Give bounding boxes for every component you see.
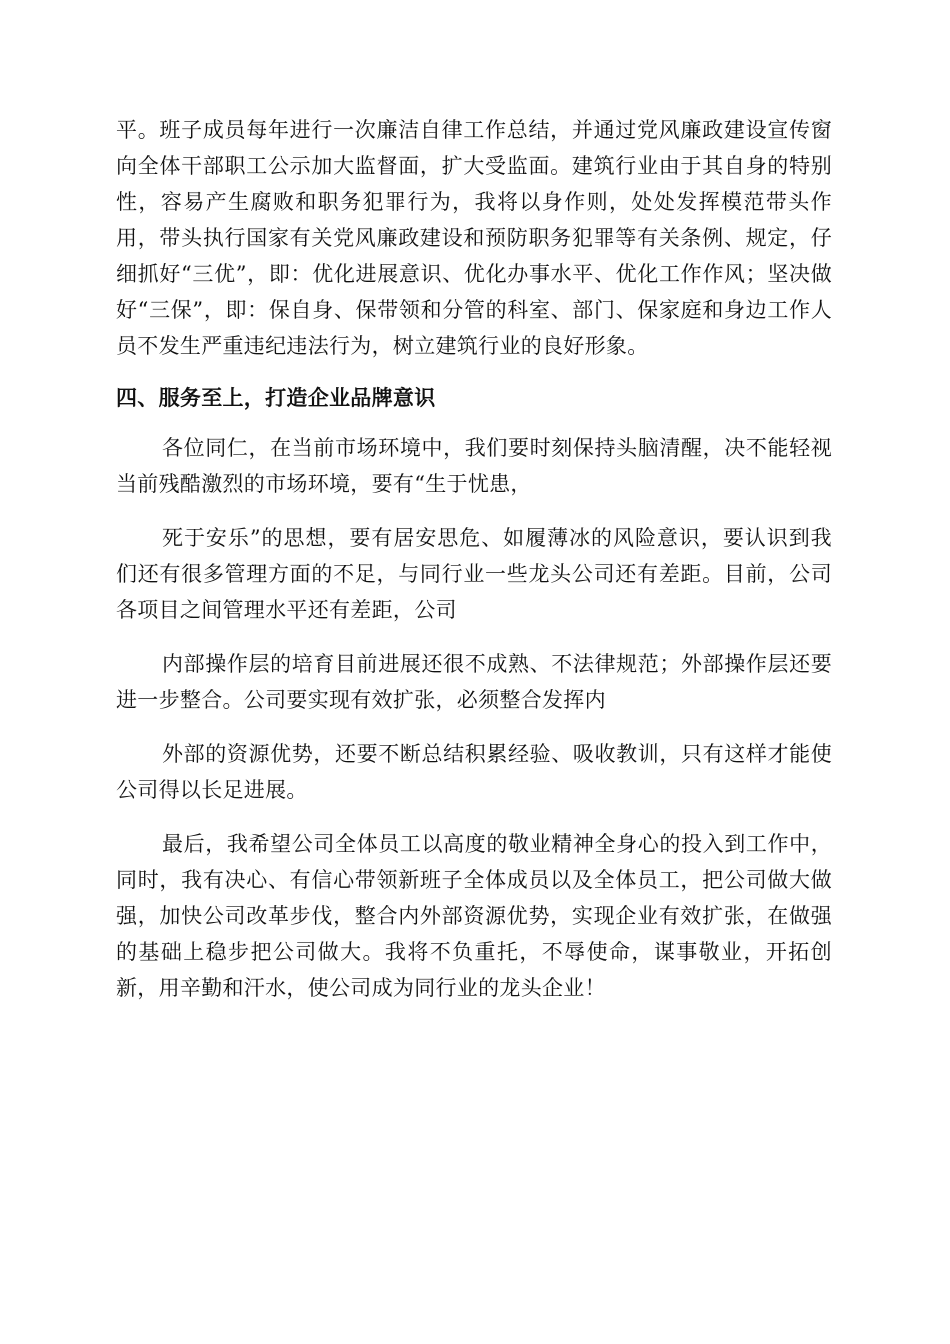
paragraph-closing: 最后，我希望公司全体员工以高度的敬业精神全身心的投入到工作中，同时，我有决心、有信心带领新班子全体成员以及全体员工，把公司做大做强，加快公司改革步伐，整合内外部资源优势，实现企业有效扩张，在做强的基础上稳步把公司做大。我将不负重托，不辱使命，谋事敬业，开拓创新，用辛勤和汗水，使公司成为同行业的龙头企业！ — [116, 832, 832, 1000]
paragraph-market: 各位同仁，在当前市场环境中，我们要时刻保持头脑清醒，决不能轻视当前残酷激烈的市场环境，要有“生于忧患， — [116, 436, 832, 496]
paragraph-operations: 内部操作层的培育目前进展还很不成熟、不法律规范；外部操作层还要进一步整合。公司要实现有效扩张，必须整合发挥内 — [116, 652, 832, 712]
paragraph-integrity: 平。班子成员每年进行一次廉洁自律工作总结，并通过党风廉政建设宣传窗向全体干部职工公示加大监督面，扩大受监面。建筑行业由于其自身的特别性，容易产生腐败和职务犯罪行为，我将以身作则，处处发挥模范带头作用，带头执行国家有关党风廉政建设和预防职务犯罪等有关条例、规定，仔细抓好“三优”，即：优化进展意识、优化办事水平、优化工作作风；坚决做好“三保”，即：保自身、保带领和分管的科室、部门、保家庭和身边工作人员不发生严重违纪违法行为，树立建筑行业的良好形象。 — [116, 118, 832, 358]
document-body — [116, 112, 832, 1024]
paragraph-risk: 死于安乐”的思想，要有居安思危、如履薄冰的风险意识，要认识到我们还有很多管理方面的不足，与同行业一些龙头公司还有差距。目前，公司各项目之间管理水平还有差距，公司 — [116, 526, 832, 622]
section-heading-4: 四、服务至上，打造企业品牌意识 — [116, 386, 436, 410]
paragraph-resources: 外部的资源优势，还要不断总结积累经验、吸收教训，只有这样才能使公司得以长足进展。 — [116, 742, 832, 802]
